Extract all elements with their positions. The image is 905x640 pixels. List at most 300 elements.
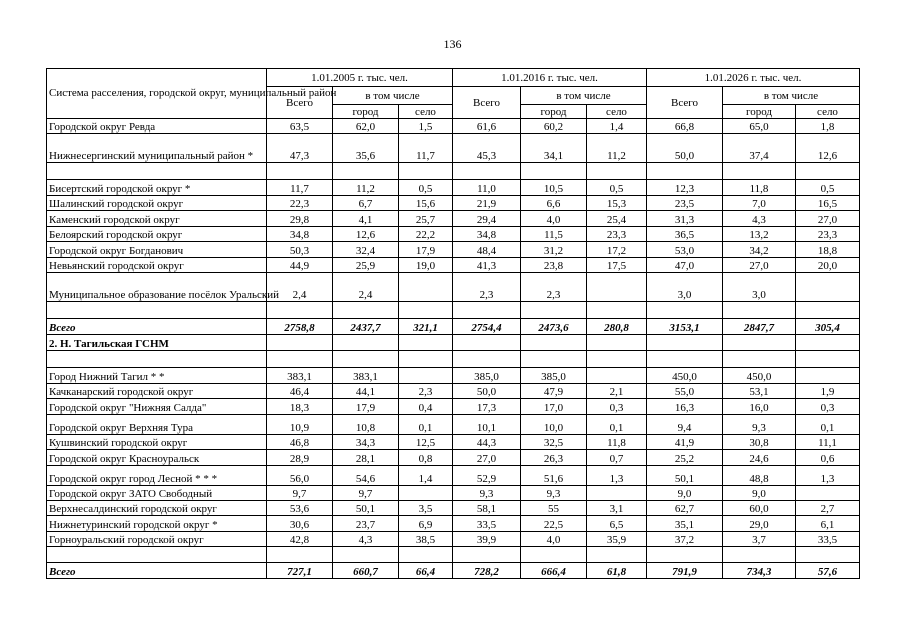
table-row bbox=[47, 196, 860, 211]
value-cell bbox=[587, 368, 647, 384]
value-cell: 385,0 bbox=[453, 368, 521, 384]
value-cell bbox=[587, 486, 647, 501]
value-cell: 62,0 bbox=[333, 119, 399, 134]
value-cell: 6,5 bbox=[587, 516, 647, 532]
value-cell: 2437,7 bbox=[333, 319, 399, 335]
value-cell: 42,8 bbox=[267, 532, 333, 547]
value-cell bbox=[723, 335, 796, 351]
value-cell: 791,9 bbox=[647, 563, 723, 579]
value-cell: 53,0 bbox=[647, 242, 723, 258]
row-name: Горноуральский городской округ bbox=[47, 532, 267, 547]
table-row bbox=[47, 273, 860, 302]
value-cell: 666,4 bbox=[521, 563, 587, 579]
value-cell: 28,1 bbox=[333, 450, 399, 466]
value-cell: 4,3 bbox=[333, 532, 399, 547]
value-cell bbox=[267, 335, 333, 351]
value-cell: 27,0 bbox=[453, 450, 521, 466]
value-cell: 9,4 bbox=[647, 415, 723, 435]
value-cell: 0,5 bbox=[587, 180, 647, 196]
value-cell: 3,7 bbox=[723, 532, 796, 547]
table-row bbox=[47, 319, 860, 335]
value-cell bbox=[399, 368, 453, 384]
city-header: город bbox=[723, 105, 796, 119]
value-cell: 3153,1 bbox=[647, 319, 723, 335]
value-cell: 23,3 bbox=[796, 227, 860, 242]
value-cell: 15,6 bbox=[399, 196, 453, 211]
table-row bbox=[47, 134, 860, 163]
value-cell: 6,1 bbox=[796, 516, 860, 532]
table-row bbox=[47, 415, 860, 435]
value-cell: 12,5 bbox=[399, 435, 453, 450]
value-cell: 46,8 bbox=[267, 435, 333, 450]
row-name bbox=[47, 302, 267, 319]
value-cell: 58,1 bbox=[453, 501, 521, 516]
value-cell: 28,9 bbox=[267, 450, 333, 466]
value-cell bbox=[399, 335, 453, 351]
value-cell: 10,1 bbox=[453, 415, 521, 435]
value-cell: 31,3 bbox=[647, 211, 723, 227]
value-cell: 29,8 bbox=[267, 211, 333, 227]
table-row bbox=[47, 547, 860, 563]
table-row bbox=[47, 163, 860, 180]
value-cell: 11,5 bbox=[521, 227, 587, 242]
value-cell: 305,4 bbox=[796, 319, 860, 335]
value-cell bbox=[453, 302, 521, 319]
value-cell: 11,2 bbox=[333, 180, 399, 196]
value-cell: 0,1 bbox=[587, 415, 647, 435]
value-cell bbox=[267, 302, 333, 319]
value-cell: 17,0 bbox=[521, 399, 587, 415]
value-cell: 12,3 bbox=[647, 180, 723, 196]
value-cell: 41,9 bbox=[647, 435, 723, 450]
value-cell: 1,4 bbox=[399, 466, 453, 486]
row-name: Город Нижний Тагил * * bbox=[47, 368, 267, 384]
value-cell: 3,1 bbox=[587, 501, 647, 516]
value-cell: 17,9 bbox=[399, 242, 453, 258]
value-cell: 36,5 bbox=[647, 227, 723, 242]
value-cell: 48,8 bbox=[723, 466, 796, 486]
value-cell: 9,3 bbox=[723, 415, 796, 435]
value-cell: 734,3 bbox=[723, 563, 796, 579]
value-cell bbox=[796, 273, 860, 302]
value-cell: 1,4 bbox=[587, 119, 647, 134]
value-cell bbox=[796, 368, 860, 384]
value-cell: 6,7 bbox=[333, 196, 399, 211]
row-name: Городской округ Богданович bbox=[47, 242, 267, 258]
value-cell bbox=[267, 351, 333, 368]
village-header: село bbox=[399, 105, 453, 119]
value-cell: 30,6 bbox=[267, 516, 333, 532]
value-cell: 34,8 bbox=[453, 227, 521, 242]
value-cell: 18,8 bbox=[796, 242, 860, 258]
value-cell: 9,7 bbox=[333, 486, 399, 501]
table-row bbox=[47, 399, 860, 415]
row-name: Городской округ "Нижняя Салда" bbox=[47, 399, 267, 415]
value-cell: 9,3 bbox=[521, 486, 587, 501]
value-cell: 10,8 bbox=[333, 415, 399, 435]
city-header: город bbox=[333, 105, 399, 119]
value-cell bbox=[796, 335, 860, 351]
period-header-2005: 1.01.2005 г. тыс. чел. bbox=[267, 69, 453, 87]
value-cell: 4,3 bbox=[723, 211, 796, 227]
row-name: Каменский городской округ bbox=[47, 211, 267, 227]
value-cell: 39,9 bbox=[453, 532, 521, 547]
table-row bbox=[47, 516, 860, 532]
value-cell: 25,4 bbox=[587, 211, 647, 227]
value-cell: 11,8 bbox=[723, 180, 796, 196]
value-cell: 11,8 bbox=[587, 435, 647, 450]
value-cell: 0,6 bbox=[796, 450, 860, 466]
row-name: Невьянский городской округ bbox=[47, 258, 267, 273]
value-cell: 3,0 bbox=[723, 273, 796, 302]
value-cell: 41,3 bbox=[453, 258, 521, 273]
value-cell: 55 bbox=[521, 501, 587, 516]
value-cell: 6,6 bbox=[521, 196, 587, 211]
value-cell: 60,2 bbox=[521, 119, 587, 134]
row-name: Белоярский городской округ bbox=[47, 227, 267, 242]
value-cell: 728,2 bbox=[453, 563, 521, 579]
value-cell: 10,5 bbox=[521, 180, 587, 196]
value-cell: 18,3 bbox=[267, 399, 333, 415]
value-cell: 2758,8 bbox=[267, 319, 333, 335]
value-cell: 11,1 bbox=[796, 435, 860, 450]
row-name: Городской округ Красноуральск bbox=[47, 450, 267, 466]
row-name: Нижнетуринский городской округ * bbox=[47, 516, 267, 532]
row-name: Шалинский городской округ bbox=[47, 196, 267, 211]
value-cell: 1,5 bbox=[399, 119, 453, 134]
value-cell: 11,7 bbox=[267, 180, 333, 196]
value-cell: 22,3 bbox=[267, 196, 333, 211]
total-header: Всего bbox=[647, 87, 723, 119]
value-cell: 34,8 bbox=[267, 227, 333, 242]
value-cell bbox=[587, 273, 647, 302]
value-cell: 50,0 bbox=[453, 384, 521, 399]
value-cell bbox=[723, 351, 796, 368]
value-cell: 22,5 bbox=[521, 516, 587, 532]
table-row bbox=[47, 466, 860, 486]
row-name bbox=[47, 547, 267, 563]
table-row bbox=[47, 486, 860, 501]
value-cell: 44,9 bbox=[267, 258, 333, 273]
value-cell: 0,3 bbox=[587, 399, 647, 415]
table-row bbox=[47, 119, 860, 134]
value-cell bbox=[647, 163, 723, 180]
value-cell: 47,3 bbox=[267, 134, 333, 163]
value-cell: 63,5 bbox=[267, 119, 333, 134]
value-cell: 32,4 bbox=[333, 242, 399, 258]
value-cell: 2754,4 bbox=[453, 319, 521, 335]
value-cell: 2,3 bbox=[453, 273, 521, 302]
row-name: Всего bbox=[47, 319, 267, 335]
including-header: в том числе bbox=[723, 87, 860, 105]
value-cell: 37,4 bbox=[723, 134, 796, 163]
table-row bbox=[47, 501, 860, 516]
value-cell: 660,7 bbox=[333, 563, 399, 579]
value-cell: 25,7 bbox=[399, 211, 453, 227]
value-cell: 12,6 bbox=[796, 134, 860, 163]
value-cell: 24,6 bbox=[723, 450, 796, 466]
value-cell: 4,0 bbox=[521, 211, 587, 227]
row-name: Верхнесалдинский городской округ bbox=[47, 501, 267, 516]
table-row bbox=[47, 258, 860, 273]
value-cell: 35,6 bbox=[333, 134, 399, 163]
value-cell: 0,4 bbox=[399, 399, 453, 415]
value-cell bbox=[521, 547, 587, 563]
value-cell: 60,0 bbox=[723, 501, 796, 516]
value-cell: 16,0 bbox=[723, 399, 796, 415]
row-name: Городской округ город Лесной * * * bbox=[47, 466, 267, 486]
value-cell bbox=[453, 335, 521, 351]
total-header: Всего bbox=[267, 87, 333, 119]
value-cell: 48,4 bbox=[453, 242, 521, 258]
city-header: город bbox=[521, 105, 587, 119]
value-cell: 450,0 bbox=[647, 368, 723, 384]
value-cell: 2847,7 bbox=[723, 319, 796, 335]
value-cell: 0,1 bbox=[399, 415, 453, 435]
value-cell: 321,1 bbox=[399, 319, 453, 335]
table-row bbox=[47, 242, 860, 258]
value-cell bbox=[399, 351, 453, 368]
period-header-2026: 1.01.2026 г. тыс. чел. bbox=[647, 69, 860, 87]
value-cell bbox=[796, 486, 860, 501]
value-cell: 61,6 bbox=[453, 119, 521, 134]
value-cell: 17,5 bbox=[587, 258, 647, 273]
table-row bbox=[47, 450, 860, 466]
value-cell: 9,0 bbox=[647, 486, 723, 501]
value-cell: 44,1 bbox=[333, 384, 399, 399]
value-cell: 0,5 bbox=[796, 180, 860, 196]
value-cell: 62,7 bbox=[647, 501, 723, 516]
page-number: 136 bbox=[443, 37, 462, 51]
value-cell: 34,1 bbox=[521, 134, 587, 163]
total-header: Всего bbox=[453, 87, 521, 119]
value-cell: 50,1 bbox=[647, 466, 723, 486]
value-cell bbox=[521, 163, 587, 180]
value-cell: 383,1 bbox=[333, 368, 399, 384]
value-cell bbox=[333, 335, 399, 351]
value-cell: 7,0 bbox=[723, 196, 796, 211]
value-cell: 6,9 bbox=[399, 516, 453, 532]
value-cell: 0,3 bbox=[796, 399, 860, 415]
value-cell bbox=[723, 163, 796, 180]
value-cell: 27,0 bbox=[723, 258, 796, 273]
table-row bbox=[47, 180, 860, 196]
value-cell: 385,0 bbox=[521, 368, 587, 384]
value-cell: 37,2 bbox=[647, 532, 723, 547]
value-cell bbox=[796, 302, 860, 319]
value-cell: 35,1 bbox=[647, 516, 723, 532]
value-cell: 30,8 bbox=[723, 435, 796, 450]
value-cell: 33,5 bbox=[796, 532, 860, 547]
including-header: в том числе bbox=[521, 87, 647, 105]
value-cell: 2,7 bbox=[796, 501, 860, 516]
system-header: Система расселения, городской округ, муниципальный район bbox=[47, 69, 267, 119]
value-cell: 55,0 bbox=[647, 384, 723, 399]
value-cell bbox=[587, 163, 647, 180]
value-cell: 9,7 bbox=[267, 486, 333, 501]
table-row bbox=[47, 532, 860, 547]
value-cell: 2,3 bbox=[399, 384, 453, 399]
value-cell: 32,5 bbox=[521, 435, 587, 450]
row-name: Городской округ ЗАТО Свободный bbox=[47, 486, 267, 501]
value-cell: 47,0 bbox=[647, 258, 723, 273]
including-header: в том числе bbox=[333, 87, 453, 105]
value-cell bbox=[333, 547, 399, 563]
value-cell: 20,0 bbox=[796, 258, 860, 273]
value-cell: 66,4 bbox=[399, 563, 453, 579]
value-cell: 17,9 bbox=[333, 399, 399, 415]
value-cell bbox=[587, 335, 647, 351]
value-cell bbox=[267, 163, 333, 180]
value-cell: 727,1 bbox=[267, 563, 333, 579]
table-body bbox=[47, 119, 860, 579]
value-cell: 383,1 bbox=[267, 368, 333, 384]
table-row bbox=[47, 435, 860, 450]
value-cell bbox=[796, 351, 860, 368]
value-cell bbox=[647, 351, 723, 368]
value-cell: 17,2 bbox=[587, 242, 647, 258]
value-cell: 35,9 bbox=[587, 532, 647, 547]
value-cell: 23,5 bbox=[647, 196, 723, 211]
value-cell: 2,4 bbox=[333, 273, 399, 302]
value-cell bbox=[796, 163, 860, 180]
value-cell: 11,0 bbox=[453, 180, 521, 196]
value-cell: 26,3 bbox=[521, 450, 587, 466]
value-cell bbox=[453, 163, 521, 180]
value-cell: 12,6 bbox=[333, 227, 399, 242]
value-cell bbox=[333, 163, 399, 180]
value-cell bbox=[399, 273, 453, 302]
value-cell: 23,8 bbox=[521, 258, 587, 273]
value-cell bbox=[521, 302, 587, 319]
value-cell: 17,3 bbox=[453, 399, 521, 415]
value-cell: 29,0 bbox=[723, 516, 796, 532]
value-cell: 52,9 bbox=[453, 466, 521, 486]
value-cell bbox=[333, 302, 399, 319]
value-cell: 56,0 bbox=[267, 466, 333, 486]
value-cell: 47,9 bbox=[521, 384, 587, 399]
table-row bbox=[47, 368, 860, 384]
value-cell: 38,5 bbox=[399, 532, 453, 547]
value-cell: 9,0 bbox=[723, 486, 796, 501]
value-cell: 31,2 bbox=[521, 242, 587, 258]
row-name bbox=[47, 351, 267, 368]
table-row bbox=[47, 384, 860, 399]
value-cell: 11,7 bbox=[399, 134, 453, 163]
row-name: Нижнесергинский муниципальный район * bbox=[47, 134, 267, 163]
value-cell: 34,2 bbox=[723, 242, 796, 258]
row-name: Городской округ Ревда bbox=[47, 119, 267, 134]
value-cell bbox=[723, 547, 796, 563]
row-name: Всего bbox=[47, 563, 267, 579]
value-cell: 0,1 bbox=[796, 415, 860, 435]
value-cell: 29,4 bbox=[453, 211, 521, 227]
value-cell: 50,1 bbox=[333, 501, 399, 516]
table-row bbox=[47, 302, 860, 319]
value-cell: 280,8 bbox=[587, 319, 647, 335]
value-cell: 0,5 bbox=[399, 180, 453, 196]
village-header: село bbox=[796, 105, 860, 119]
value-cell bbox=[796, 547, 860, 563]
value-cell: 46,4 bbox=[267, 384, 333, 399]
value-cell: 4,0 bbox=[521, 532, 587, 547]
row-name: Бисертский городской округ * bbox=[47, 180, 267, 196]
value-cell: 1,3 bbox=[796, 466, 860, 486]
value-cell: 13,2 bbox=[723, 227, 796, 242]
value-cell: 1,9 bbox=[796, 384, 860, 399]
population-table bbox=[46, 68, 860, 579]
value-cell: 4,1 bbox=[333, 211, 399, 227]
table-row bbox=[47, 351, 860, 368]
value-cell: 50,0 bbox=[647, 134, 723, 163]
village-header: село bbox=[587, 105, 647, 119]
value-cell bbox=[267, 547, 333, 563]
value-cell: 65,0 bbox=[723, 119, 796, 134]
value-cell: 9,3 bbox=[453, 486, 521, 501]
value-cell: 19,0 bbox=[399, 258, 453, 273]
table-row bbox=[47, 211, 860, 227]
value-cell: 44,3 bbox=[453, 435, 521, 450]
value-cell: 54,6 bbox=[333, 466, 399, 486]
value-cell: 27,0 bbox=[796, 211, 860, 227]
value-cell: 50,3 bbox=[267, 242, 333, 258]
value-cell bbox=[521, 351, 587, 368]
row-name bbox=[47, 163, 267, 180]
period-header-2016: 1.01.2016 г. тыс. чел. bbox=[453, 69, 647, 87]
value-cell bbox=[587, 302, 647, 319]
value-cell: 21,9 bbox=[453, 196, 521, 211]
value-cell: 16,5 bbox=[796, 196, 860, 211]
row-name: 2. Н. Тагильская ГСНМ bbox=[47, 335, 267, 351]
value-cell bbox=[399, 302, 453, 319]
table-row bbox=[47, 227, 860, 242]
value-cell: 15,3 bbox=[587, 196, 647, 211]
value-cell bbox=[521, 335, 587, 351]
value-cell: 10,9 bbox=[267, 415, 333, 435]
value-cell: 53,6 bbox=[267, 501, 333, 516]
value-cell bbox=[399, 163, 453, 180]
value-cell bbox=[399, 547, 453, 563]
value-cell: 51,6 bbox=[521, 466, 587, 486]
value-cell: 0,8 bbox=[399, 450, 453, 466]
value-cell: 25,9 bbox=[333, 258, 399, 273]
value-cell: 3,5 bbox=[399, 501, 453, 516]
value-cell: 53,1 bbox=[723, 384, 796, 399]
value-cell bbox=[723, 302, 796, 319]
value-cell: 450,0 bbox=[723, 368, 796, 384]
value-cell: 23,3 bbox=[587, 227, 647, 242]
row-name: Качканарский городской округ bbox=[47, 384, 267, 399]
value-cell: 61,8 bbox=[587, 563, 647, 579]
value-cell: 45,3 bbox=[453, 134, 521, 163]
row-name: Кушвинский городской округ bbox=[47, 435, 267, 450]
value-cell: 23,7 bbox=[333, 516, 399, 532]
value-cell bbox=[399, 486, 453, 501]
value-cell bbox=[647, 335, 723, 351]
value-cell bbox=[333, 351, 399, 368]
row-name: Городской округ Верхняя Тура bbox=[47, 415, 267, 435]
value-cell: 11,2 bbox=[587, 134, 647, 163]
value-cell: 25,2 bbox=[647, 450, 723, 466]
value-cell bbox=[647, 302, 723, 319]
value-cell: 57,6 bbox=[796, 563, 860, 579]
value-cell bbox=[453, 547, 521, 563]
value-cell: 66,8 bbox=[647, 119, 723, 134]
table-row bbox=[47, 563, 860, 579]
value-cell: 2473,6 bbox=[521, 319, 587, 335]
value-cell: 2,1 bbox=[587, 384, 647, 399]
value-cell: 1,8 bbox=[796, 119, 860, 134]
